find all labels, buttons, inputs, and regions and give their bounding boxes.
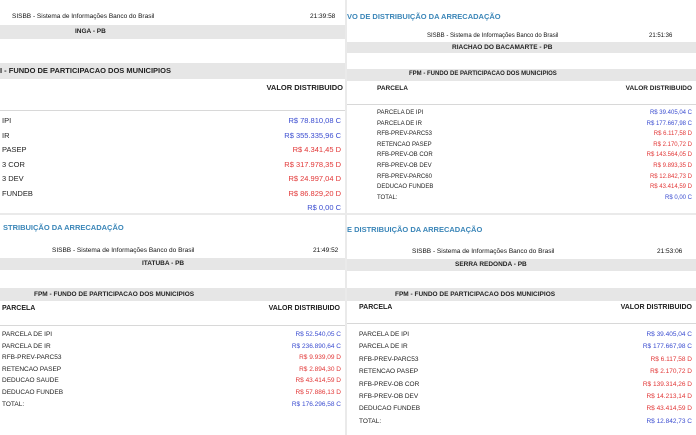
- table-row: [347, 152, 696, 163]
- table-row: [347, 184, 696, 195]
- table-row: [0, 401, 345, 413]
- row-label: PARCELA DE IR: [377, 120, 422, 127]
- report-time: 21:49:52: [313, 247, 339, 254]
- table-row: [347, 110, 696, 121]
- table-row: [0, 343, 345, 355]
- table-row: [0, 354, 345, 366]
- section-title: FPM - FUNDO DE PARTICIPACAO DOS MUNICIPIOS: [34, 291, 195, 298]
- row-label: RETENCAO PASEP: [359, 368, 419, 376]
- table-row: [0, 116, 345, 131]
- report-title: E DISTRIBUIÇÃO DA ARRECADAÇÃO: [347, 225, 483, 234]
- city-bar: [347, 259, 696, 271]
- report-title: VO DE DISTRIBUIÇÃO DA ARRECADAÇÃO: [347, 12, 501, 21]
- system-name: SISBB - Sistema de Informações Banco do Brasil: [412, 248, 555, 255]
- row-value: R$ 14.213,14 D: [646, 393, 692, 400]
- row-value: R$ 143.564,05 D: [646, 152, 692, 159]
- row-value: R$ 9.939,09 D: [299, 354, 341, 362]
- row-label: IR: [2, 130, 10, 140]
- city-name: INGA - PB: [75, 28, 106, 35]
- row-value: R$ 6.117,58 D: [650, 355, 692, 363]
- row-label: RFB-PREV-OB DEV: [377, 163, 432, 169]
- row-value: R$ 12.842,73 C: [646, 417, 692, 425]
- divider: [0, 110, 345, 111]
- table-row: [0, 331, 345, 343]
- panel-inga: [0, 0, 345, 213]
- table-row: [347, 195, 696, 206]
- row-label: RFB-PREV-OB DEV: [359, 393, 419, 400]
- table-row: [347, 163, 696, 174]
- row-value: R$ 0,00 C: [664, 194, 692, 201]
- row-label: PARCELA DE IR: [2, 342, 51, 350]
- column-header: [0, 305, 345, 316]
- section-title: FPM - FUNDO DE PARTICIPACAO DOS MUNICIPIOS: [395, 291, 556, 298]
- row-label: 3 DEV: [2, 174, 24, 183]
- table-row: [347, 174, 696, 185]
- row-label: PARCELA DE IPI: [359, 331, 410, 338]
- row-label: RETENCAO PASEP: [377, 141, 432, 148]
- column-header: [0, 83, 345, 95]
- row-value: R$ 317.978,35 D: [284, 159, 341, 169]
- row-label: IPI: [2, 116, 12, 125]
- table-row: [347, 131, 696, 142]
- row-value: R$ 2.170,72 D: [650, 368, 692, 376]
- row-value: R$ 139.314,26 D: [642, 380, 692, 388]
- section-bar: [347, 288, 696, 301]
- report-time: 21:39:58: [310, 13, 336, 20]
- city-bar: [347, 42, 696, 53]
- section-bar: [0, 63, 345, 79]
- value-header: VALOR DISTRIBUIDO: [620, 304, 692, 311]
- row-value: R$ 176.296,58 C: [291, 400, 341, 408]
- table-row: [0, 366, 345, 378]
- divider: [0, 325, 345, 326]
- table-row: [0, 189, 345, 204]
- value-header: VALOR DISTRIBUIDO: [268, 305, 340, 312]
- system-name: SISBB - Sistema de Informações Banco do Brasil: [52, 247, 195, 254]
- row-value: R$ 177.667,98 C: [642, 343, 692, 351]
- row-value: R$ 9.893,35 D: [653, 163, 692, 169]
- row-value: R$ 43.414,59 D: [295, 377, 341, 385]
- system-name: SISBB - Sistema de Informações Banco do Brasil: [427, 33, 559, 39]
- section-title: I - FUNDO DE PARTICIPACAO DOS MUNICIPIOS: [0, 66, 171, 75]
- table-row: [347, 405, 696, 417]
- row-value: R$ 57.886,13 D: [295, 389, 341, 396]
- table-row: [0, 131, 345, 146]
- row-value: R$ 43.414,59 D: [649, 184, 692, 191]
- system-name: SISBB - Sistema de Informações Banco do Brasil: [12, 13, 155, 20]
- row-label: RFB-PREV-PARC53: [2, 354, 62, 362]
- row-label: DEDUCAO FUNDEB: [377, 184, 434, 191]
- row-value: R$ 43.414,59 D: [646, 405, 692, 413]
- panel-itatuba: [0, 215, 345, 435]
- section-title: FPM - FUNDO DE PARTICIPACAO DOS MUNICIPIOS: [409, 71, 557, 77]
- row-label: RFB-PREV-PARC53: [377, 131, 432, 138]
- section-bar: [0, 288, 345, 301]
- table-row: [347, 418, 696, 430]
- table-row: [0, 377, 345, 389]
- table-row: [0, 160, 345, 175]
- table-row: [347, 121, 696, 132]
- city-name: SERRA REDONDA - PB: [455, 261, 527, 268]
- city-bar: [0, 25, 345, 39]
- table-row: [0, 145, 345, 160]
- row-label: PASEP: [2, 145, 27, 154]
- table-row: [347, 381, 696, 393]
- row-label: FUNDEB: [2, 188, 33, 198]
- row-label: TOTAL:: [377, 194, 398, 201]
- panel-riachao: [347, 0, 696, 213]
- report-time: 21:53:06: [657, 248, 683, 255]
- row-value: R$ 78.810,08 C: [288, 116, 341, 125]
- city-bar: [0, 258, 345, 270]
- row-value: R$ 12.842,73 D: [649, 173, 692, 180]
- row-value: R$ 52.540,05 C: [295, 331, 341, 338]
- row-label: RETENCAO PASEP: [2, 365, 62, 373]
- panel-divider-vertical: [345, 0, 347, 435]
- column-header: [347, 85, 696, 95]
- label-header: PARCELA: [2, 305, 36, 312]
- report-time: 21:51:36: [649, 33, 673, 39]
- column-header: [347, 304, 696, 315]
- row-label: PARCELA DE IPI: [2, 331, 53, 338]
- city-name: RIACHAO DO BACAMARTE - PB: [452, 44, 553, 51]
- row-label: PARCELA DE IPI: [377, 110, 424, 116]
- row-value: R$ 2.894,30 D: [299, 365, 341, 373]
- table-row: [347, 356, 696, 368]
- label-header: PARCELA: [377, 85, 408, 92]
- row-label: PARCELA DE IR: [359, 343, 408, 351]
- row-label: RFB-PREV-PARC53: [359, 355, 419, 363]
- row-value: R$ 39.405,04 C: [646, 331, 692, 338]
- row-label: 3 COR: [2, 159, 25, 169]
- row-value: R$ 4.341,45 D: [292, 145, 341, 154]
- divider: [347, 323, 696, 324]
- table-row: [347, 331, 696, 343]
- row-label: DEDUCAO FUNDEB: [2, 389, 64, 396]
- table-row: [347, 368, 696, 380]
- row-value: R$ 177.667,98 C: [646, 120, 692, 127]
- panel-divider-horizontal: [0, 213, 696, 215]
- section-bar: [347, 69, 696, 81]
- divider: [347, 104, 696, 105]
- row-label: DEDUCAO SAUDE: [2, 377, 59, 385]
- table-row: [0, 389, 345, 401]
- panel-serra-redonda: [347, 215, 696, 435]
- row-label: TOTAL:: [359, 417, 382, 425]
- row-value: R$ 39.405,04 C: [649, 110, 692, 116]
- table-row: [347, 142, 696, 153]
- row-value: R$ 236.890,64 C: [291, 342, 341, 350]
- row-value: R$ 2.170,72 D: [653, 141, 692, 148]
- row-label: RFB-PREV-OB COR: [359, 380, 420, 388]
- table-row: [0, 174, 345, 189]
- table-row: [0, 203, 345, 213]
- city-name: ITATUBA - PB: [142, 260, 185, 267]
- row-label: RFB-PREV-OB COR: [377, 152, 433, 159]
- row-label: DEDUCAO FUNDEB: [359, 405, 421, 413]
- row-value: R$ 0,00 C: [307, 203, 341, 212]
- value-header: VALOR DISTRIBUIDO: [625, 85, 692, 92]
- table-row: [347, 343, 696, 355]
- row-value: R$ 86.829,20 D: [288, 188, 341, 198]
- row-value: R$ 355.335,96 C: [284, 130, 341, 140]
- row-label: RFB-PREV-PARC60: [377, 173, 432, 180]
- report-title: STRIBUIÇÃO DA ARRECADAÇÃO: [3, 223, 124, 232]
- table-row: [347, 393, 696, 405]
- row-label: TOTAL:: [2, 400, 25, 408]
- label-header: PARCELA: [359, 304, 393, 311]
- row-value: R$ 6.117,58 D: [653, 131, 692, 138]
- value-header: VALOR DISTRIBUIDO: [266, 83, 343, 92]
- row-value: R$ 24.997,04 D: [288, 174, 341, 183]
